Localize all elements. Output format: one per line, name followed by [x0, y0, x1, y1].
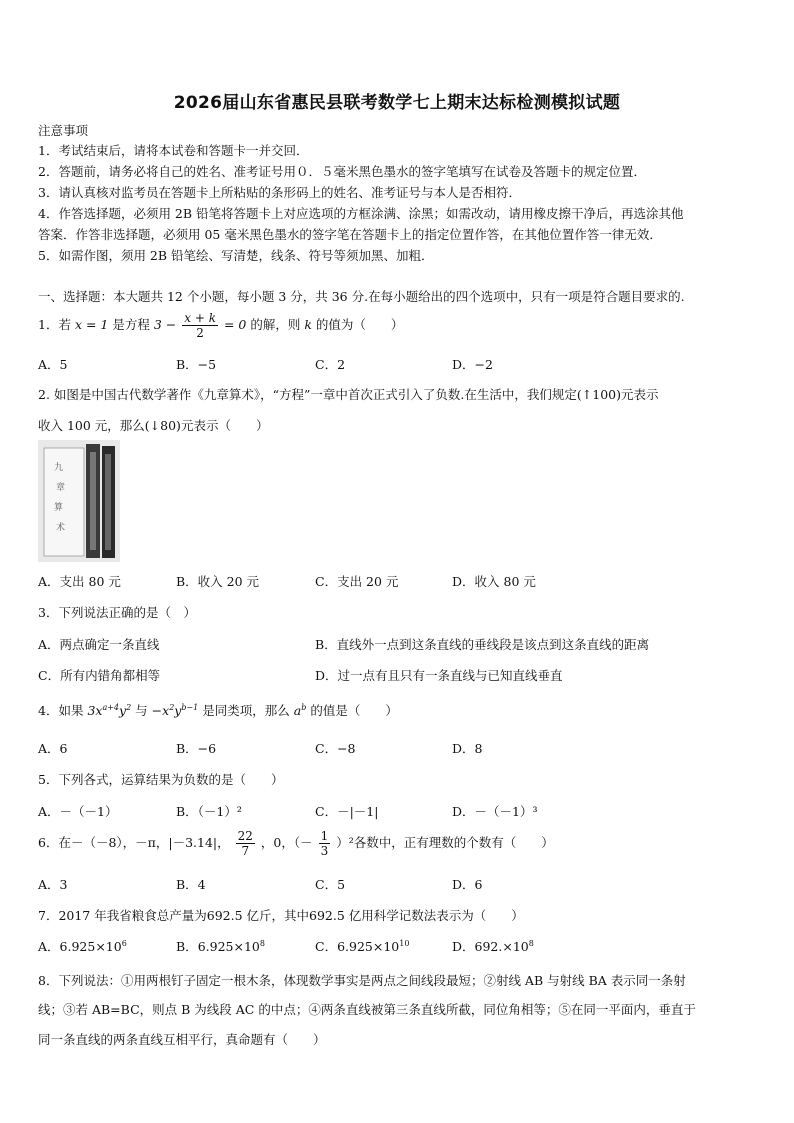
q2-option-d: D．收入 80 元	[452, 574, 536, 589]
q7-option-d-base: 692.×10	[474, 939, 529, 954]
q6-fraction-2	[319, 829, 331, 858]
question-6-stem	[38, 826, 554, 860]
notice-item: 4．作答选择题，必须用 2B 铅笔将答题卡上对应选项的方框涂满、涂黑；如需改动，请用橡皮擦干净后，再选涂其他	[38, 206, 684, 221]
q7-option-b	[176, 937, 265, 955]
q2-option-b: B．收入 20 元	[176, 574, 260, 589]
notice-item: 2．答题前，请务必将自己的姓名、准考证号用０．５毫米黑色墨水的签字笔填写在试卷及答题卡的规定位置．	[38, 164, 646, 179]
q7-option-a-exp: 6	[121, 938, 127, 948]
q4-exp2b: b−1	[181, 702, 199, 712]
question-2-line2: 收入 100 元，那么(↓80)元表示（ ）	[38, 418, 269, 433]
q7-option-a	[38, 937, 127, 955]
q4-term1b: y	[119, 703, 127, 718]
q6-den2: 3	[320, 844, 329, 858]
question-8-line2: 线；③若 AB=BC，则点 B 为线段 AC 的中点；④两条直线被第三条直线所截，同位角相等；⑤在同一平面内，垂直于	[38, 1002, 696, 1017]
q7-option-c-exp: 10	[399, 938, 410, 948]
q7-option-d	[452, 937, 534, 955]
q6-den1: 7	[241, 844, 250, 858]
q1-fraction	[182, 311, 218, 340]
q6-option-d: D．6	[452, 877, 483, 892]
q1-after: 的解，则	[250, 317, 301, 332]
q1-option-c: C．2	[315, 357, 346, 372]
question-8-line3: 同一条直线的两条直线互相平行，真命题有（ ）	[38, 1032, 326, 1047]
q4-after: 是同类项，那么	[202, 703, 290, 718]
q1-numerator: x + k	[184, 311, 216, 325]
q3-option-b: B．直线外一点到这条直线的垂线段是该点到这条直线的距离	[315, 637, 650, 652]
q2-option-c: C．支出 20 元	[315, 574, 399, 589]
q7-option-a-base: 6.925×10	[59, 939, 122, 954]
q4-end: 的值是（ ）	[310, 703, 398, 718]
question-1-stem	[38, 310, 403, 340]
q6-end: ）²各数中，正有理数的个数有（ ）	[336, 835, 554, 850]
section-heading: 一、选择题：本大题共 12 个小题，每小题 3 分，共 36 分.在每小题给出的四个选项中，只有一项是符合题目要求的.	[38, 289, 685, 304]
svg-text:术: 术	[56, 523, 66, 533]
q1-prefix: 1．若	[38, 317, 71, 332]
notice-item: 5．如需作图，须用 2B 铅笔绘、写清楚，线条、符号等须加黑、加粗．	[38, 248, 434, 263]
q4-term2b: y	[174, 703, 182, 718]
notice-item: 3．请认真核对监考员在答题卡上所粘贴的条形码上的姓名、准考证号与本人是否相符．	[38, 185, 521, 200]
svg-text:算: 算	[54, 503, 64, 513]
q4-option-b: B．−6	[176, 741, 217, 756]
svg-text:九: 九	[54, 463, 64, 473]
question-4-stem	[38, 701, 398, 719]
q7-option-a-label: A．	[38, 939, 60, 954]
question-8-line1: 8．下列说法：①用两根钉子固定一根木条，体现数学事实是两点之间线段最短；②射线 AB 与射线 BA 表示同一条射	[38, 973, 686, 988]
q3-option-a: A．两点确定一条直线	[38, 637, 160, 652]
q4-mid: 与	[135, 703, 148, 718]
q4-prefix: 4．如果	[38, 703, 84, 718]
q1-tail: = 0	[223, 317, 247, 332]
q5-option-a: A．－（－1）	[38, 804, 118, 819]
q7-option-c-label: C．	[315, 939, 338, 954]
q5-option-c: C．－|－1|	[315, 804, 379, 819]
question-7-stem: 7．2017 年我省粮食总产量为692.5 亿斤，其中692.5 亿用科学记数法表示为（ ）	[38, 908, 524, 923]
notice-heading: 注意事项	[38, 123, 89, 138]
q6-fraction-1	[236, 829, 255, 858]
q1-denominator: 2	[196, 326, 204, 340]
q3-option-d: D．过一点有且只有一条直线与已知直线垂直	[315, 668, 563, 683]
q7-option-b-base: 6.925×10	[197, 939, 260, 954]
q4-exp1: a+4	[102, 702, 120, 712]
q1-option-b: B．−5	[176, 357, 217, 372]
q1-eq: x = 1	[74, 317, 109, 332]
q4-option-a: A．6	[38, 741, 68, 756]
q4-exp2: 2	[169, 702, 175, 712]
q3-option-c: C．所有内错角都相等	[38, 668, 161, 683]
q1-lead: 3 −	[153, 317, 177, 332]
page-title: 2026届山东省惠民县联考数学七上期末达标检测模拟试题	[173, 93, 621, 113]
book-image	[38, 440, 120, 562]
q7-option-b-label: B．	[176, 939, 198, 954]
q5-option-b: B．（－1）²	[176, 804, 242, 819]
question-5-stem: 5．下列各式，运算结果为负数的是（ ）	[38, 772, 284, 787]
q6-mid: ，0，（－	[260, 835, 313, 850]
q1-end: 的值为（ ）	[315, 317, 404, 332]
q4-option-d: D．8	[452, 741, 483, 756]
notice-item: 1．考试结束后，请将本试卷和答题卡一并交回．	[38, 143, 309, 158]
q1-option-a: A．5	[38, 357, 68, 372]
q6-pre: 6．在－（－8），－π，|－3.14|，	[38, 835, 230, 850]
q6-num2: 1	[320, 829, 329, 843]
q4-option-c: C．−8	[315, 741, 356, 756]
q7-option-d-label: D．	[452, 939, 475, 954]
q1-var: k	[304, 317, 312, 332]
q6-num1: 22	[237, 829, 253, 843]
q6-option-c: C．5	[315, 877, 346, 892]
q4-term1: 3x	[87, 703, 103, 718]
q7-option-b-exp: 8	[259, 938, 265, 948]
q4-exp3: b	[301, 702, 307, 712]
q6-option-a: A．3	[38, 877, 68, 892]
q1-mid: 是方程	[112, 317, 150, 332]
q4-term2: −x	[151, 703, 170, 718]
svg-text:章: 章	[56, 483, 66, 493]
q1-option-d: D．−2	[452, 357, 493, 372]
notice-item: 答案．作答非选择题，必须用 05 毫米黑色墨水的签字笔在答题卡上的指定位置作答，在其他位置作答一律无效．	[38, 227, 662, 242]
q4-exp1b: 2	[126, 702, 132, 712]
question-2-line1: 2. 如图是中国古代数学著作《九章算术》，“方程”一章中首次正式引入了负数.在生活中，我们规定(↑100)元表示	[38, 387, 659, 402]
question-3-stem: 3．下列说法正确的是（ ）	[38, 605, 196, 620]
q7-option-c	[315, 937, 409, 955]
q7-option-c-base: 6.925×10	[337, 939, 400, 954]
q7-option-d-exp: 8	[528, 938, 534, 948]
q5-option-d: D．－（－1）³	[452, 804, 538, 819]
q6-option-b: B．4	[176, 877, 206, 892]
q4-base: a	[293, 703, 302, 718]
q2-option-a: A．支出 80 元	[38, 574, 121, 589]
